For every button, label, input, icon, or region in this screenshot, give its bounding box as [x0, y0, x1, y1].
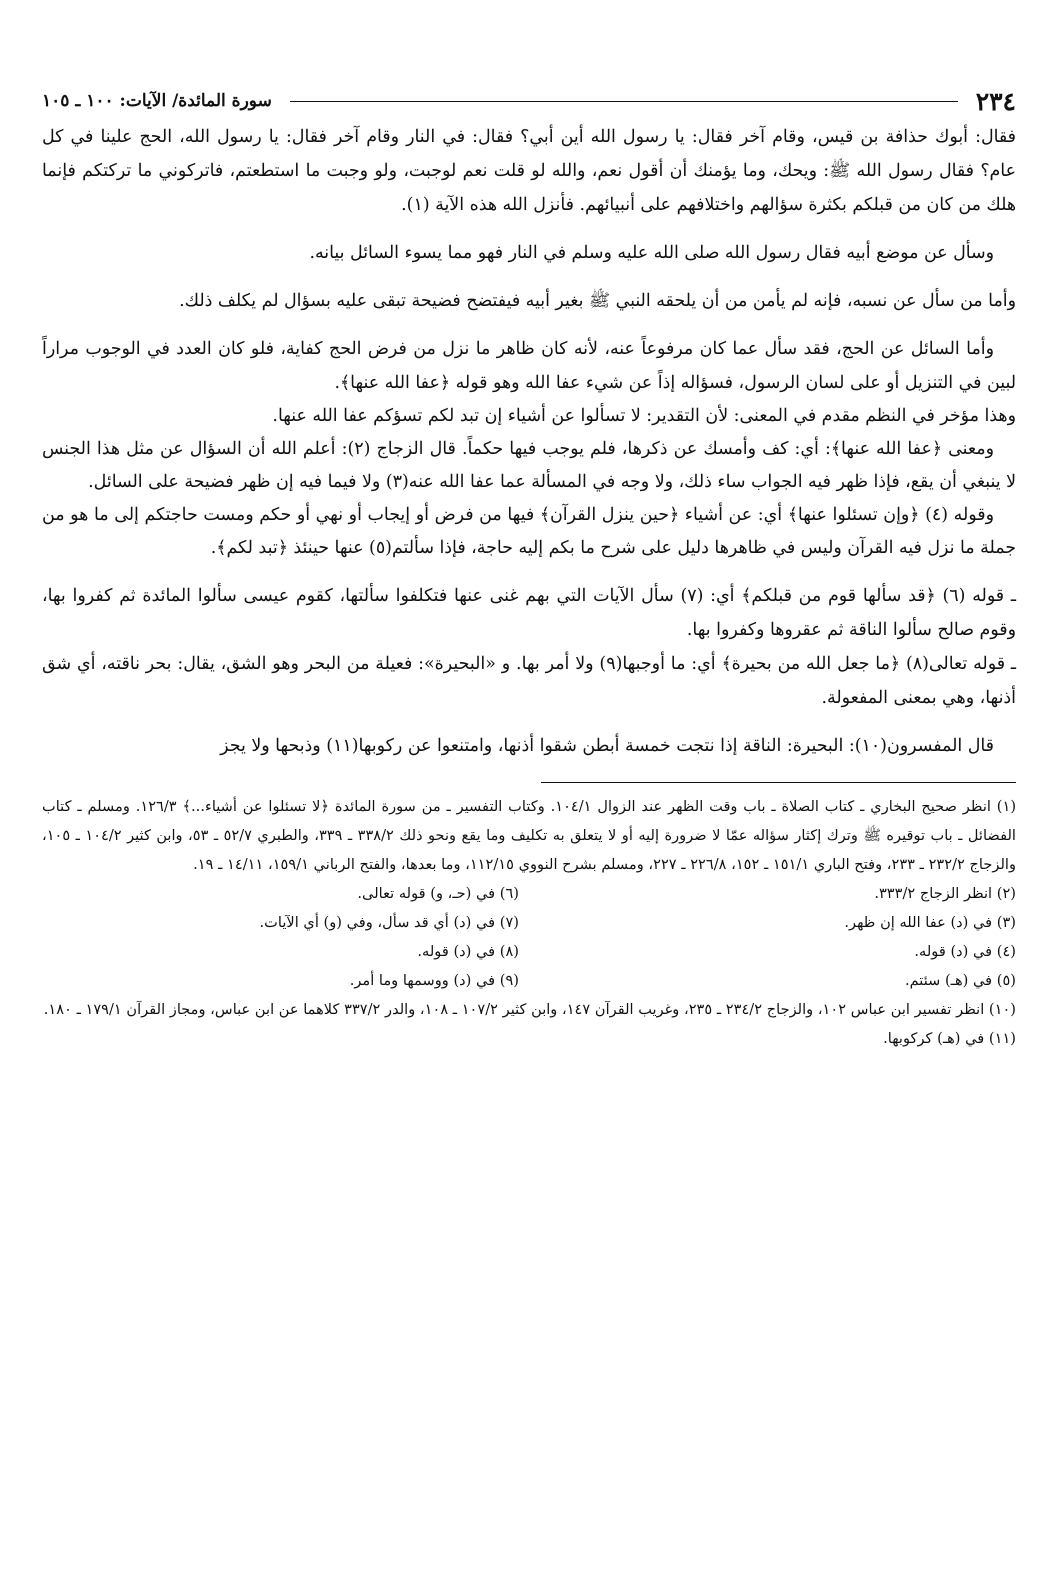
- footnote-8: (٨) في (د) قوله.: [417, 943, 519, 960]
- footnotes: [42, 792, 1016, 1053]
- paragraph: وقوله (٤) ﴿وإن تسئلوا عنها﴾ أي: عن أشياء ﴿حين ينزل القرآن﴾ فيها من فرض أو إيجاب أو نهي أو حكم ومست حاجتكم إلى ما هو من جملة ما نزل فيه القرآن وليس في ظاهرها دليل على شرح ما بكم إليه حاجة، فإذا سألتم(٥) عنها حينئذ ﴿تبد لكم﴾.: [42, 505, 1016, 558]
- footnote-5: (٥) في (هـ) سئتم.: [904, 972, 1016, 989]
- paragraph: ـ قوله (٦) ﴿قد سألها قوم من قبلكم﴾ أي: (٧) سأل الآيات التي بهم غنى عنها فتكلفوا سألتها، كقوم عيسى سألوا المائدة ثم كفروا بها، وقوم صالح سألوا الناقة ثم عقروها وكفروا بها.: [42, 586, 1016, 640]
- paragraph: فقال: أبوك حذافة بن قيس، وقام آخر فقال: يا رسول الله أين أبي؟ فقال: في النار وقام آخر فقال: يا رسول الله، الحج علينا في كل عام؟ فقال رسول الله ﷺ: ويحك، وما يؤمنك أن أقول نعم، والله لو قلت نعم لوجبت، ولو وجبت ما استطعتم، فاتركوني ما تركتكم فإنما هلك من كان من قبلكم بكثرة سؤالهم واختلافهم على أنبيائهم. فأنزل الله هذه الآية (١).: [42, 127, 1016, 215]
- paragraph: وسأل عن موضع أبيه فقال رسول الله صلى الله عليه وسلم في النار فهو مما يسوء السائل بيانه.: [309, 243, 994, 263]
- paragraph: وهذا مؤخر في النظم مقدم في المعنى: لأن التقدير: لا تسألوا عن أشياء إن تبد لكم تسؤكم عفا الله عنها.: [272, 406, 1016, 426]
- footnote-7: (٧) في (د) أي قد سأل، وفي (و) أي الآيات.: [259, 914, 519, 931]
- footnote-11: (١١) في (هـ) كركوبها.: [883, 1030, 1016, 1047]
- paragraph: وأما من سأل عن نسبه، فإنه لم يأمن من أن يلحقه النبي ﷺ بغير أبيه فيفتضح فضيحة تبقى عليه بسؤال لم يكلف ذلك.: [179, 291, 1016, 311]
- footnote-2: (٢) انظر الزجاج ٣٣٣/٢.: [874, 885, 1016, 902]
- page-number: ٢٣٤: [975, 86, 1016, 116]
- page-header: [42, 84, 1016, 118]
- running-title: سورة المائدة/ الآيات: ١٠٠ ـ ١٠٥: [42, 91, 272, 111]
- footnote-4: (٤) في (د) قوله.: [914, 943, 1016, 960]
- footnote-columns: [42, 879, 1016, 995]
- footnote-separator: [541, 782, 1016, 783]
- paragraph: وأما السائل عن الحج، فقد سأل عما كان مرفوعاً عنه، لأنه كان ظاهر ما نزل من فرض الحج كفاية، فلو كان العدد في الوجوب مراراً لبين في التنزيل أو على لسان الرسول، فسؤاله إذاً عن شيء عفا الله وهو قوله ﴿عفا الله عنها﴾.: [42, 339, 1016, 393]
- footnote-9: (٩) في (د) ووسمها وما أمر.: [349, 972, 519, 989]
- footnote-6: (٦) في (حـ، و) قوله تعالى.: [357, 885, 519, 902]
- footnote-3: (٣) في (د) عفا الله إن ظهر.: [844, 914, 1016, 931]
- main-text: [42, 120, 1016, 763]
- footnote-1: (١) انظر صحيح البخاري ـ كتاب الصلاة ـ باب وقت الظهر عند الزوال ١٠٤/١. وكتاب التفسير ـ من سورة المائدة ﴿لا تسئلوا عن أشياء...﴾ ١٢٦/٣. ومسلم ـ كتاب الفضائل ـ باب توقيره ﷺ وترك إكثار سؤاله عمّا لا ضرورة إليه أو لا يتعلق به تكليف وما يقع ونحو ذلك ٣٣٨/٢ ـ ٣٣٩، والطبري ٥٢/٧ ـ ٥٣، وابن كثير ١٠٤/٢ ـ ١٠٥، والزجاج ٢٣٢/٢ ـ ٢٣٣، وفتح الباري ١٥١/١ ـ ١٥٢، ٢٢٦/٨ ـ ٢٢٧، ومسلم بشرح النووي ١١٢/١٥، وما بعدها، والفتح الرباني ١٥٩/١، ١٤/١١ ـ ١٩.: [42, 798, 1017, 873]
- paragraph: قال المفسرون(١٠): البحيرة: الناقة إذا نتجت خمسة أبطن شقوا أذنها، وامتنعوا عن ركوبها(١١) وذبحها ولا يجز: [220, 736, 994, 756]
- paragraph: ـ قوله تعالى(٨) ﴿ما جعل الله من بحيرة﴾ أي: ما أوجبها(٩) ولا أمر بها. و «البحيرة»: فعيلة من البحر وهو الشق، يقال: بحر ناقته، أي شق أذنها، وهي بمعنى المفعولة.: [42, 654, 1016, 708]
- header-rule: [290, 101, 958, 102]
- paragraph: ومعنى ﴿عفا الله عنها﴾: أي: كف وأمسك عن ذكرها، فلم يوجب فيها حكماً. قال الزجاج (٢): أعلم الله أن السؤال عن مثل هذا الجنس لا ينبغي أن يقع، فإذا ظهر فيه الجواب ساء ذلك، ولا وجه في المسألة عما عفا الله عنه(٣) ولا فيما فيه إن ظهر فضيحة على السائل.: [42, 439, 1016, 492]
- footnote-10: (١٠) انظر تفسير ابن عباس ١٠٢، والزجاج ٢٣٤/٢ ـ ٢٣٥، وغريب القرآن ١٤٧، وابن كثير ١٠٧/٢ ـ ١٠٨، والدر ٣٣٧/٢ كلاهما عن ابن عباس، ومجاز القرآن ١٧٩/١ ـ ١٨٠.: [43, 1001, 1016, 1018]
